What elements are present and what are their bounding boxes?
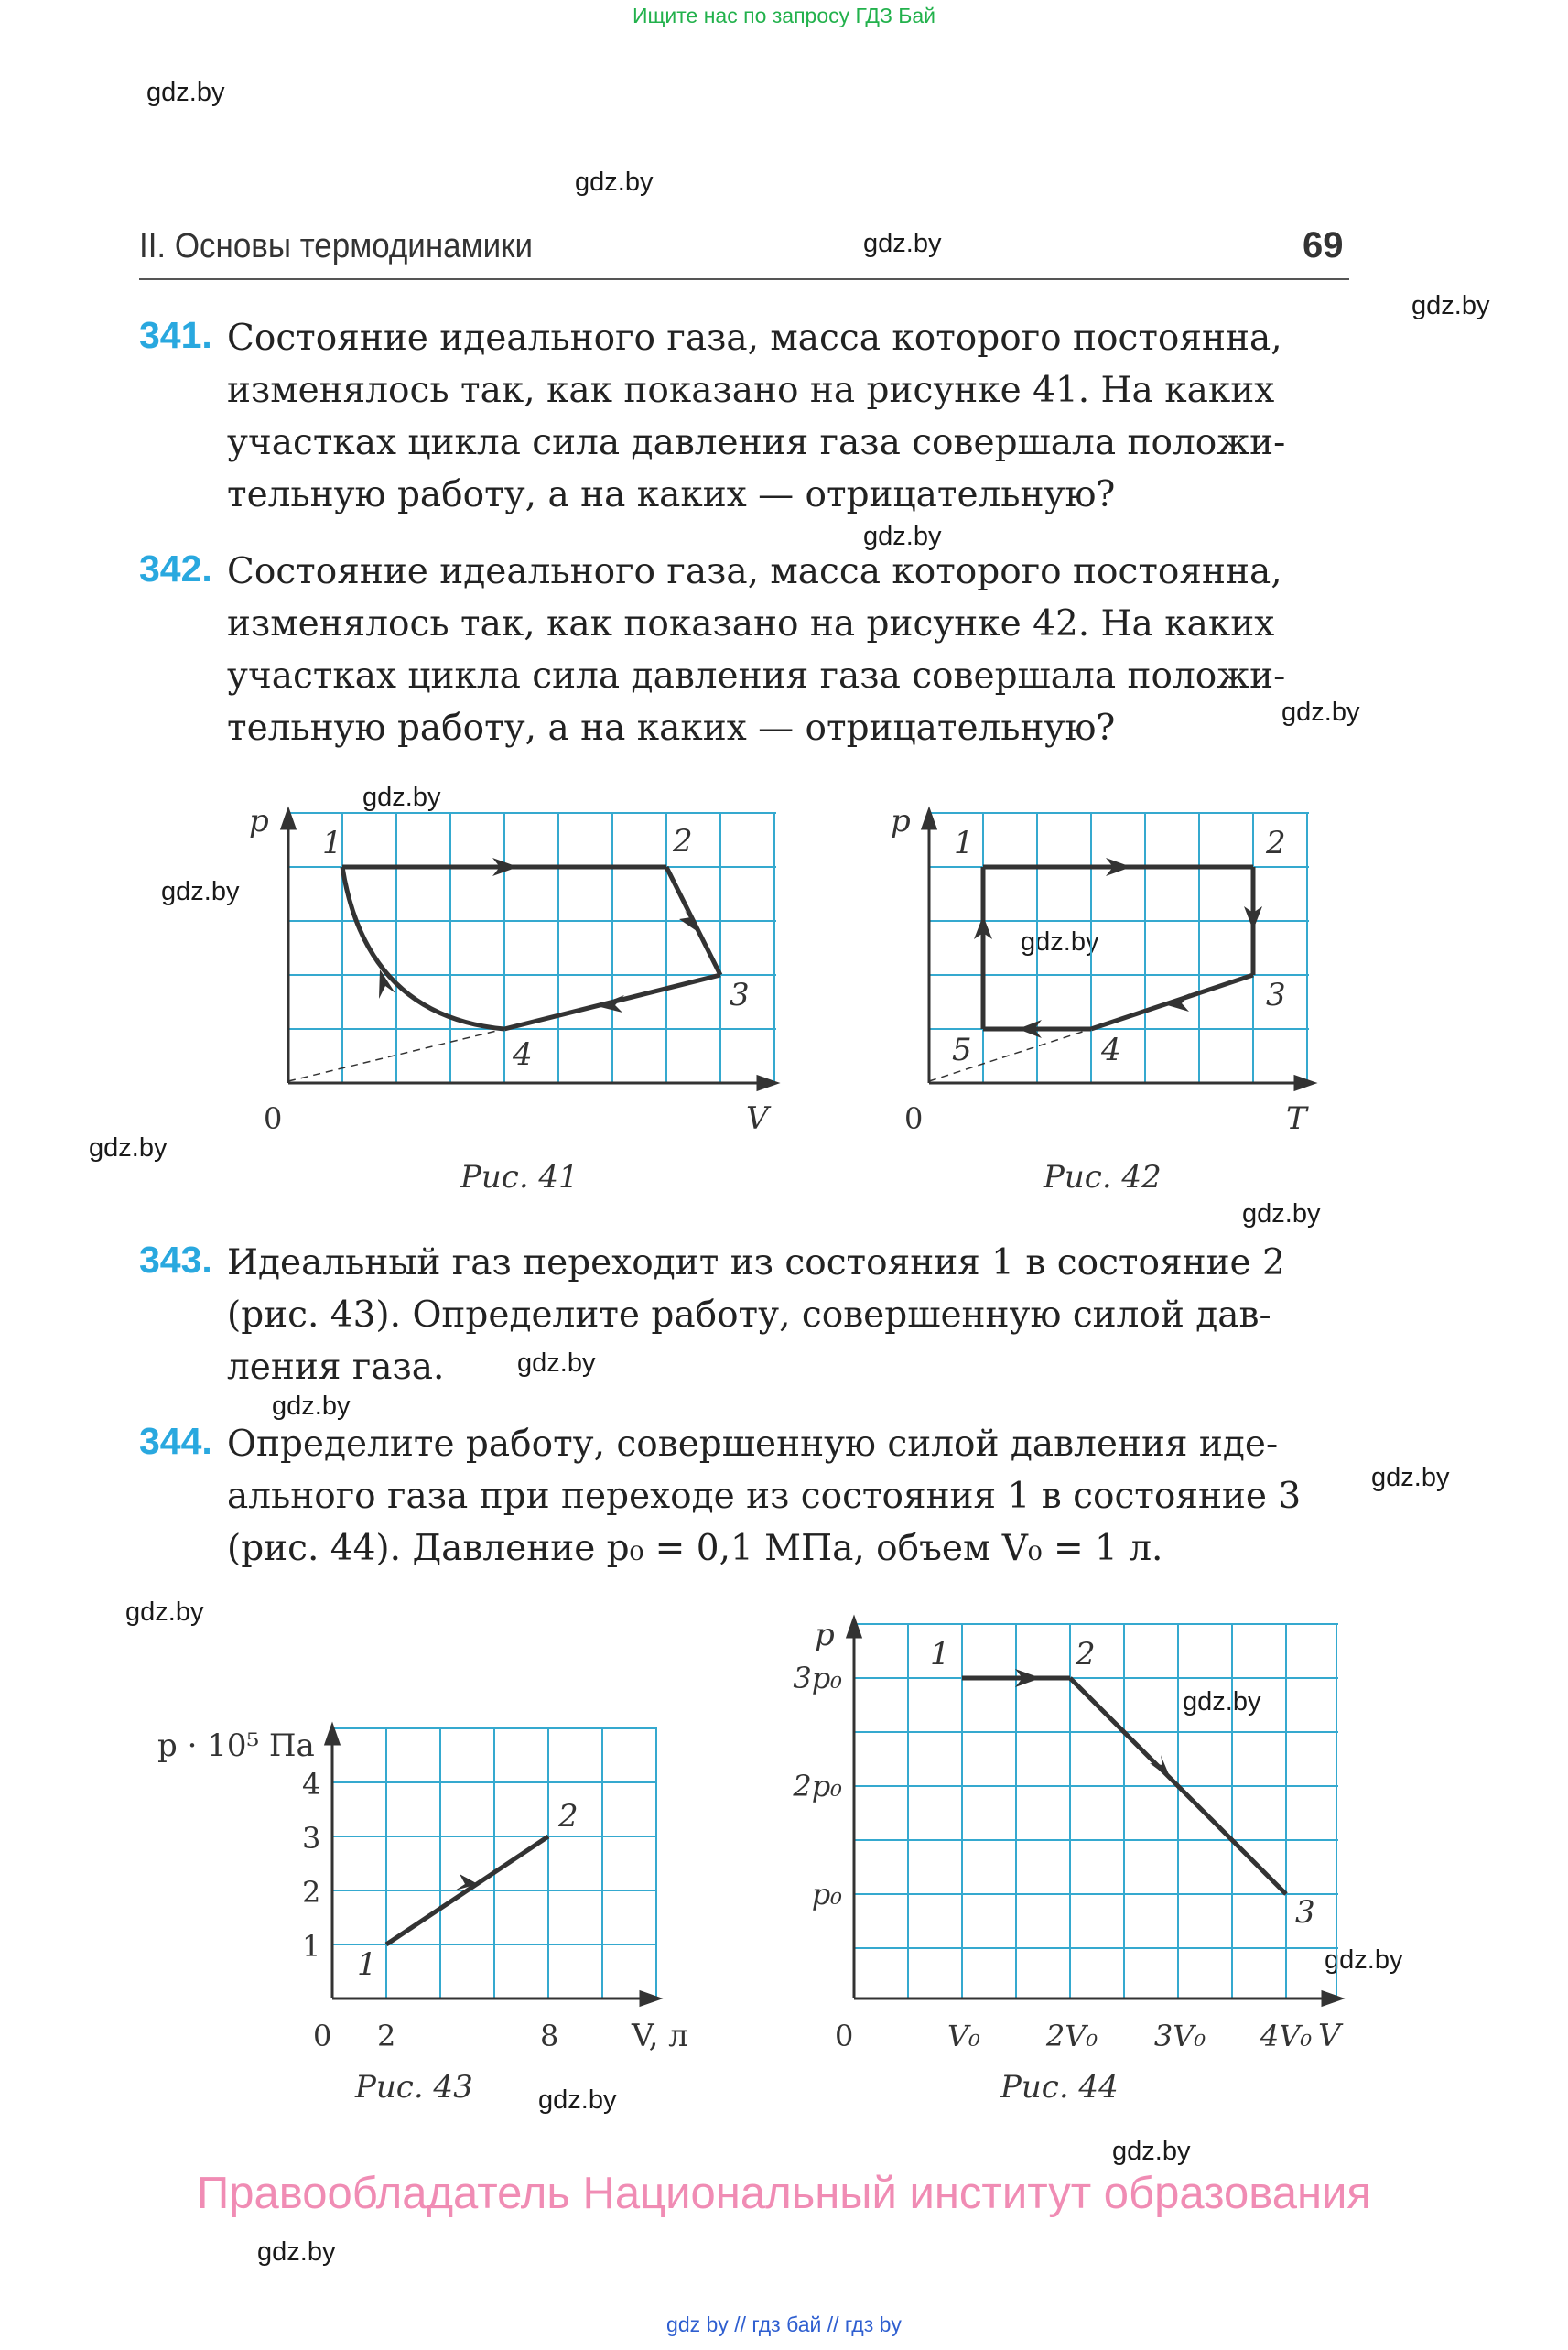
- y-axis-label: p · 10⁵ Па: [157, 1727, 315, 1764]
- caption-fig42: Рис. 42: [1044, 1159, 1162, 1196]
- x-axis-label: V, л: [632, 2018, 688, 2054]
- point-label: 4: [1101, 1032, 1121, 1068]
- point-label: 2: [1266, 825, 1286, 861]
- figure-42: [879, 796, 1336, 1163]
- y-axis-label: p: [891, 803, 911, 839]
- y-tick: 2: [302, 1875, 321, 1910]
- text-line: изменялось так, как показано на рисунке 42. На каких: [227, 603, 1275, 644]
- watermark: gdz.by: [1371, 1463, 1450, 1492]
- watermark: gdz.by: [1183, 1687, 1261, 1716]
- problem-text-342: [227, 546, 1353, 754]
- x-axis-label: T: [1286, 1100, 1307, 1137]
- point-label: 2: [673, 823, 693, 860]
- x-tick: 3V₀: [1153, 2019, 1206, 2053]
- x-tick: 4V₀: [1260, 2019, 1313, 2053]
- text-line: Состояние идеального газа, масса которого постоянна,: [227, 318, 1282, 359]
- watermark: gdz.by: [863, 229, 942, 258]
- cycle-path: [983, 867, 1253, 1029]
- text-line: участках цикла сила давления газа совершала положи-: [227, 422, 1286, 463]
- point-label: 1: [930, 1636, 950, 1673]
- point-label: 1: [954, 825, 974, 861]
- copyright-owner: Правообладатель Национальный институт образования: [197, 2169, 1371, 2218]
- figure-44: [769, 1611, 1355, 2087]
- y-tick: 3p₀: [793, 1661, 842, 1695]
- x-tick: V₀: [947, 2019, 980, 2053]
- problem-number-342: 342.: [139, 547, 212, 590]
- y-tick: 4: [302, 1767, 321, 1802]
- watermark: gdz.by: [161, 877, 240, 906]
- text-line: тельную работу, а на каких — отрицательную?: [227, 708, 1116, 749]
- page-number: 69: [1303, 225, 1344, 265]
- watermark: gdz.by: [89, 1133, 168, 1163]
- watermark: gdz.by: [272, 1392, 351, 1421]
- caption-fig44: Рис. 44: [1000, 2069, 1119, 2106]
- watermark: gdz.by: [517, 1348, 596, 1378]
- text-line: Определите работу, совершенную силой давления иде-: [227, 1424, 1279, 1465]
- problem-text-344: [227, 1418, 1353, 1575]
- origin-label: 0: [313, 2019, 332, 2053]
- watermark: gdz.by: [863, 522, 942, 551]
- origin-label: 0: [835, 2019, 854, 2053]
- text-line: (рис. 44). Давление p₀ = 0,1 МПа, объем V₀ = 1 л.: [227, 1528, 1163, 1569]
- watermark: gdz.by: [362, 783, 441, 812]
- point-label: 5: [952, 1032, 972, 1068]
- arrows: [974, 858, 1262, 1038]
- problem-text-343: [227, 1237, 1353, 1393]
- arrows: [379, 858, 699, 1013]
- text-line: (рис. 43). Определите работу, совершенную силой дав-: [227, 1294, 1271, 1336]
- watermark: gdz.by: [1021, 927, 1099, 957]
- watermark: gdz.by: [538, 2085, 617, 2115]
- point-label: 3: [1266, 977, 1286, 1013]
- text-line: тельную работу, а на каких — отрицательную?: [227, 474, 1116, 515]
- text-line: Идеальный газ переходит из состояния 1 в состояние 2: [227, 1242, 1285, 1283]
- point-label: 4: [513, 1036, 533, 1073]
- x-tick: 2V₀: [1045, 2019, 1098, 2053]
- header-rule: [139, 278, 1349, 280]
- point-label: 1: [322, 825, 342, 861]
- grid: [854, 1624, 1338, 1998]
- watermark: gdz.by: [1112, 2137, 1191, 2166]
- x-tick: 2: [377, 2019, 396, 2053]
- watermark: gdz.by: [575, 168, 654, 197]
- footer-links[interactable]: gdz by // гдз бай // гдз by: [666, 2312, 902, 2336]
- y-axis-label: p: [815, 1617, 835, 1653]
- watermark: gdz.by: [1281, 698, 1360, 727]
- text-line: изменялось так, как показано на рисунке 41. На каких: [227, 370, 1275, 411]
- watermark: gdz.by: [1325, 1945, 1403, 1975]
- text-line: участках цикла сила давления газа совершала положи-: [227, 655, 1286, 697]
- watermark: gdz.by: [1242, 1199, 1321, 1229]
- y-tick: 2p₀: [793, 1769, 842, 1803]
- watermark: gdz.by: [1411, 291, 1490, 320]
- origin-label: 0: [264, 1101, 283, 1136]
- point-label: 2: [1076, 1636, 1096, 1673]
- point-label: 2: [558, 1798, 579, 1835]
- figure-41: [238, 796, 806, 1163]
- x-axis-label: V: [746, 1100, 769, 1137]
- y-tick: 1: [302, 1929, 321, 1964]
- point-label: 3: [1295, 1894, 1315, 1931]
- top-search-banner: Ищите нас по запросу ГДЗ Бай: [632, 4, 936, 27]
- watermark: gdz.by: [146, 78, 225, 107]
- watermark: gdz.by: [125, 1597, 204, 1627]
- watermark: gdz.by: [257, 2237, 336, 2267]
- x-axis-label: V: [1318, 2018, 1341, 2054]
- point-label: 1: [357, 1946, 377, 1983]
- text-line: ления газа.: [227, 1347, 445, 1388]
- y-tick: p₀: [811, 1877, 842, 1911]
- y-axis-label: p: [249, 803, 269, 839]
- problem-number-341: 341.: [139, 314, 212, 356]
- problem-number-343: 343.: [139, 1239, 212, 1281]
- point-label: 3: [730, 977, 750, 1013]
- figure-43: [146, 1703, 714, 2087]
- problem-text-341: [227, 312, 1353, 521]
- arrows: [1015, 1669, 1171, 1779]
- origin-label: 0: [904, 1101, 924, 1136]
- axes: [848, 1619, 1341, 2005]
- cycle-path: [342, 867, 720, 1029]
- chapter-title: II. Основы термодинамики: [139, 227, 533, 265]
- text-line: ального газа при переходе из состояния 1 в состояние 3: [227, 1476, 1302, 1517]
- y-tick: 3: [302, 1821, 321, 1856]
- caption-fig43: Рис. 43: [355, 2069, 473, 2106]
- grid: [332, 1728, 657, 1998]
- x-tick: 8: [540, 2019, 559, 2053]
- problem-number-344: 344.: [139, 1420, 212, 1462]
- caption-fig41: Рис. 41: [460, 1159, 579, 1196]
- text-line: Состояние идеального газа, масса которого постоянна,: [227, 551, 1282, 592]
